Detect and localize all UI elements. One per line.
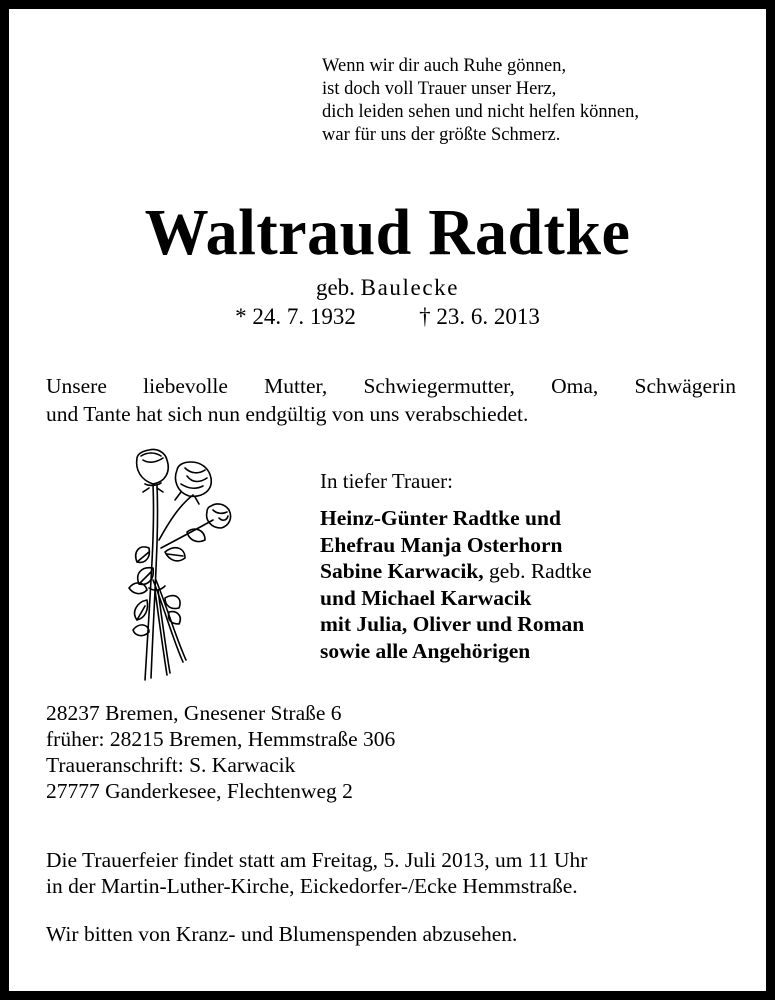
address-line: 28237 Bremen, Gnesener Straße 6 — [46, 701, 342, 725]
ceremony-info — [46, 847, 736, 899]
roses-illustration-icon — [115, 440, 235, 685]
mourner-line: Sabine Karwacik, geb. Radtke — [320, 559, 592, 583]
mourner-line: und Michael Karwacik — [320, 585, 532, 610]
address-line: 27777 Ganderkesee, Flechtenweg 2 — [46, 779, 353, 803]
address-line: Traueranschrift: S. Karwacik — [46, 753, 296, 777]
intro-text — [46, 372, 736, 428]
maiden-prefix: geb. — [315, 275, 355, 300]
life-dates — [0, 303, 775, 331]
maiden-name-line — [0, 274, 775, 302]
maiden-name: Baulecke — [360, 275, 460, 300]
deceased-name: Waltraud Radtke — [144, 196, 631, 269]
ceremony-line: Die Trauerfeier findet statt am Freitag, 5. Juli 2013, um 11 Uhr — [46, 848, 588, 872]
mourners-list — [320, 505, 592, 664]
ceremony-line: in der Martin-Luther-Kirche, Eickedorfer-/Ecke Hemmstraße. — [46, 874, 578, 898]
addresses — [46, 700, 395, 804]
donation-request: Wir bitten von Kranz- und Blumenspenden abzusehen. — [46, 922, 518, 946]
death-cross-icon: † — [419, 304, 431, 329]
intro-line: Unsere liebevolle Mutter, Schwiegermutter, Oma, Schwägerin — [46, 374, 736, 398]
address-line: früher: 28215 Bremen, Hemmstraße 306 — [46, 727, 396, 751]
death-date: 23. 6. 2013 — [436, 304, 540, 329]
poem-line: war für uns der größte Schmerz. — [322, 125, 561, 145]
intro-line: und Tante hat sich nun endgültig von uns verabschiedet. — [46, 402, 529, 426]
birth-date: 24. 7. 1932 — [252, 304, 356, 329]
poem — [322, 55, 639, 147]
poem-line: dich leiden sehen und nicht helfen können, — [322, 102, 639, 122]
mourner-line: Heinz-Günter Radtke und — [320, 506, 561, 530]
mourner-line: sowie alle Angehörigen — [320, 638, 531, 663]
poem-line: Wenn wir dir auch Ruhe gönnen, — [322, 56, 567, 76]
mourner-line: mit Julia, Oliver und Roman — [320, 612, 585, 636]
mourning-heading: In tiefer Trauer: — [320, 469, 453, 493]
birth-symbol: * — [235, 304, 247, 329]
poem-line: ist doch voll Trauer unser Herz, — [322, 79, 557, 99]
mourner-line: Ehefrau Manja Osterhorn — [320, 532, 563, 557]
